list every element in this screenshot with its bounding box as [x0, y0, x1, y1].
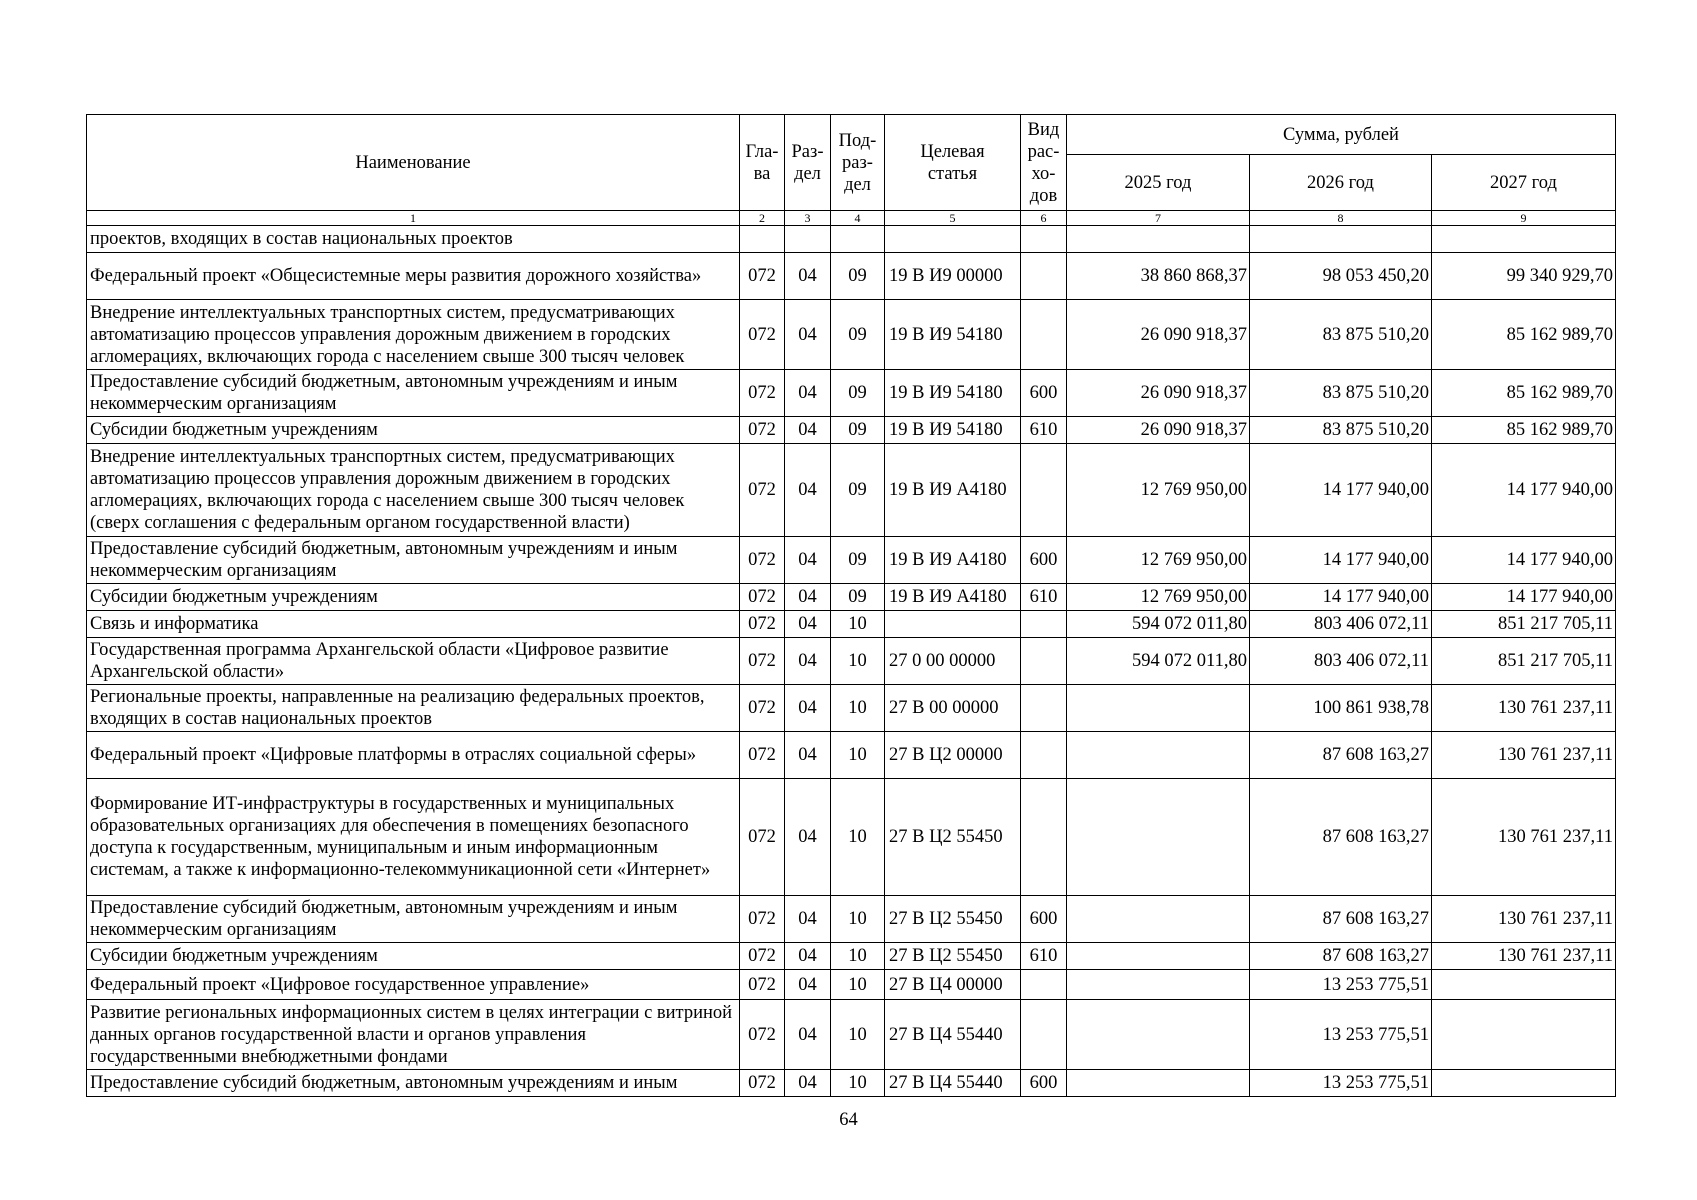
cell-razdel: 04 [785, 417, 831, 444]
cell-sum-2026: 14 177 940,00 [1250, 444, 1432, 537]
cell-razdel: 04 [785, 896, 831, 943]
cell-sum-2026: 87 608 163,27 [1250, 896, 1432, 943]
cell-sum-2026 [1250, 226, 1432, 253]
cell-razdel: 04 [785, 970, 831, 1000]
cell-sum-2027: 130 761 237,11 [1432, 779, 1616, 896]
cell-sum-2027: 130 761 237,11 [1432, 732, 1616, 779]
cell-target-article [885, 611, 1021, 638]
cell-razdel: 04 [785, 943, 831, 970]
cell-target-article: 19 В И9 А4180 [885, 537, 1021, 584]
table-row [87, 1000, 1616, 1070]
cell-name: Субсидии бюджетным учреждениям [87, 584, 740, 611]
cell-sum-2026: 87 608 163,27 [1250, 779, 1432, 896]
cell-sum-2025 [1067, 685, 1250, 732]
cell-sum-2025 [1067, 943, 1250, 970]
header-year-2026: 2026 год [1250, 155, 1432, 211]
cell-razdel: 04 [785, 1070, 831, 1097]
cell-vid-raskhodov [1021, 732, 1067, 779]
cell-sum-2025: 12 769 950,00 [1067, 444, 1250, 537]
table-row [87, 417, 1616, 444]
cell-sum-2027: 130 761 237,11 [1432, 896, 1616, 943]
cell-glava: 072 [740, 300, 785, 370]
cell-podrazdel: 10 [831, 1070, 885, 1097]
cell-podrazdel: 09 [831, 370, 885, 417]
cell-glava: 072 [740, 943, 785, 970]
cell-podrazdel: 09 [831, 584, 885, 611]
table-row [87, 584, 1616, 611]
cell-razdel: 04 [785, 1000, 831, 1070]
cell-name: Предоставление субсидий бюджетным, автономным учреждениям и иным некоммерческим организациям [87, 370, 740, 417]
cell-glava: 072 [740, 537, 785, 584]
cell-sum-2026: 100 861 938,78 [1250, 685, 1432, 732]
cell-sum-2026: 803 406 072,11 [1250, 638, 1432, 685]
cell-name: Субсидии бюджетным учреждениям [87, 417, 740, 444]
cell-vid-raskhodov [1021, 685, 1067, 732]
cell-vid-raskhodov [1021, 300, 1067, 370]
cell-podrazdel: 09 [831, 417, 885, 444]
cell-name: Государственная программа Архангельской области «Цифровое развитие Архангельской области» [87, 638, 740, 685]
cell-sum-2027 [1432, 226, 1616, 253]
cell-name: Федеральный проект «Общесистемные меры развития дорожного хозяйства» [87, 253, 740, 300]
cell-glava: 072 [740, 896, 785, 943]
cell-target-article: 27 В Ц4 55440 [885, 1070, 1021, 1097]
cell-razdel: 04 [785, 253, 831, 300]
cell-glava: 072 [740, 253, 785, 300]
cell-name: Связь и информатика [87, 611, 740, 638]
cell-razdel: 04 [785, 537, 831, 584]
table-row [87, 226, 1616, 253]
table-row [87, 779, 1616, 896]
cell-sum-2025: 26 090 918,37 [1067, 300, 1250, 370]
cell-podrazdel: 10 [831, 685, 885, 732]
cell-sum-2026: 13 253 775,51 [1250, 970, 1432, 1000]
cell-sum-2025 [1067, 896, 1250, 943]
cell-target-article: 19 В И9 А4180 [885, 584, 1021, 611]
table-row [87, 253, 1616, 300]
cell-vid-raskhodov: 600 [1021, 1070, 1067, 1097]
cell-name: Федеральный проект «Цифровые платформы в отраслях социальной сферы» [87, 732, 740, 779]
cell-podrazdel: 10 [831, 732, 885, 779]
table-row [87, 685, 1616, 732]
cell-target-article: 27 В Ц2 55450 [885, 896, 1021, 943]
cell-name: Формирование ИТ-инфраструктуры в государственных и муниципальных образовательных организациях для обеспечения в помещениях безопасного доступа к государственным, муниципальным и иным информационным системам, а также к информационно-телекоммуникационной сети «Интернет» [87, 779, 740, 896]
cell-sum-2025: 26 090 918,37 [1067, 370, 1250, 417]
cell-glava: 072 [740, 685, 785, 732]
cell-vid-raskhodov [1021, 253, 1067, 300]
cell-sum-2026: 13 253 775,51 [1250, 1070, 1432, 1097]
cell-name: Предоставление субсидий бюджетным, автономным учреждениям и иным [87, 1070, 740, 1097]
cell-target-article: 19 В И9 54180 [885, 370, 1021, 417]
header-podrazdel: Под- раз- дел [831, 115, 885, 211]
cell-podrazdel: 09 [831, 537, 885, 584]
cell-target-article: 27 В Ц2 00000 [885, 732, 1021, 779]
cell-sum-2026: 83 875 510,20 [1250, 417, 1432, 444]
cell-razdel: 04 [785, 685, 831, 732]
table-row [87, 444, 1616, 537]
cell-vid-raskhodov [1021, 970, 1067, 1000]
column-index: 1 [87, 211, 740, 226]
cell-name: Региональные проекты, направленные на реализацию федеральных проектов, входящих в состав национальных проектов [87, 685, 740, 732]
table-row [87, 1070, 1616, 1097]
cell-sum-2025: 26 090 918,37 [1067, 417, 1250, 444]
cell-vid-raskhodov: 610 [1021, 943, 1067, 970]
cell-podrazdel: 10 [831, 943, 885, 970]
cell-razdel: 04 [785, 300, 831, 370]
page-number: 64 [839, 1110, 858, 1130]
table-row [87, 896, 1616, 943]
cell-sum-2025 [1067, 732, 1250, 779]
header-glava: Гла- ва [740, 115, 785, 211]
cell-name: Федеральный проект «Цифровое государственное управление» [87, 970, 740, 1000]
cell-vid-raskhodov [1021, 638, 1067, 685]
cell-target-article: 27 В Ц2 55450 [885, 779, 1021, 896]
cell-vid-raskhodov: 600 [1021, 896, 1067, 943]
cell-name: Предоставление субсидий бюджетным, автономным учреждениям и иным некоммерческим организациям [87, 537, 740, 584]
column-index: 9 [1432, 211, 1616, 226]
cell-vid-raskhodov [1021, 779, 1067, 896]
cell-sum-2025: 594 072 011,80 [1067, 638, 1250, 685]
cell-sum-2027: 99 340 929,70 [1432, 253, 1616, 300]
cell-target-article: 27 0 00 00000 [885, 638, 1021, 685]
table-row [87, 638, 1616, 685]
cell-sum-2025 [1067, 1070, 1250, 1097]
cell-sum-2027: 14 177 940,00 [1432, 584, 1616, 611]
cell-sum-2026: 13 253 775,51 [1250, 1000, 1432, 1070]
cell-sum-2025: 594 072 011,80 [1067, 611, 1250, 638]
table-body [87, 226, 1616, 1097]
cell-name: Внедрение интеллектуальных транспортных систем, предусматривающих автоматизацию процессов управления дорожным движением в городских агломерациях, включающих города с населением свыше 300 тысяч человек (сверх соглашения с федеральным органом государственной власти) [87, 444, 740, 537]
column-index: 7 [1067, 211, 1250, 226]
cell-sum-2026: 87 608 163,27 [1250, 732, 1432, 779]
cell-target-article: 27 В 00 00000 [885, 685, 1021, 732]
cell-target-article: 27 В Ц4 55440 [885, 1000, 1021, 1070]
cell-razdel: 04 [785, 370, 831, 417]
cell-sum-2025: 12 769 950,00 [1067, 537, 1250, 584]
cell-target-article: 19 В И9 А4180 [885, 444, 1021, 537]
header-name: Наименование [87, 115, 740, 211]
cell-sum-2027 [1432, 970, 1616, 1000]
cell-glava: 072 [740, 1070, 785, 1097]
cell-sum-2027: 85 162 989,70 [1432, 370, 1616, 417]
cell-podrazdel: 09 [831, 444, 885, 537]
cell-podrazdel: 10 [831, 611, 885, 638]
table-row [87, 300, 1616, 370]
header-year-2027: 2027 год [1432, 155, 1616, 211]
cell-sum-2027: 851 217 705,11 [1432, 638, 1616, 685]
cell-sum-2026: 14 177 940,00 [1250, 584, 1432, 611]
cell-podrazdel: 09 [831, 253, 885, 300]
cell-sum-2026: 83 875 510,20 [1250, 370, 1432, 417]
cell-sum-2025: 38 860 868,37 [1067, 253, 1250, 300]
cell-vid-raskhodov: 610 [1021, 584, 1067, 611]
table-row [87, 732, 1616, 779]
cell-target-article: 19 В И9 54180 [885, 417, 1021, 444]
column-index: 4 [831, 211, 885, 226]
cell-sum-2026: 98 053 450,20 [1250, 253, 1432, 300]
cell-sum-2026: 803 406 072,11 [1250, 611, 1432, 638]
cell-glava [740, 226, 785, 253]
cell-target-article: 19 В И9 54180 [885, 300, 1021, 370]
cell-razdel: 04 [785, 584, 831, 611]
cell-glava: 072 [740, 370, 785, 417]
cell-razdel: 04 [785, 611, 831, 638]
column-index: 3 [785, 211, 831, 226]
table-row [87, 537, 1616, 584]
column-index: 2 [740, 211, 785, 226]
header-summa: Сумма, рублей [1067, 115, 1616, 155]
column-index: 8 [1250, 211, 1432, 226]
cell-name: Предоставление субсидий бюджетным, автономным учреждениям и иным некоммерческим организациям [87, 896, 740, 943]
cell-sum-2026: 14 177 940,00 [1250, 537, 1432, 584]
cell-razdel: 04 [785, 732, 831, 779]
cell-sum-2027: 851 217 705,11 [1432, 611, 1616, 638]
cell-glava: 072 [740, 584, 785, 611]
cell-sum-2027 [1432, 1000, 1616, 1070]
cell-sum-2027 [1432, 1070, 1616, 1097]
cell-glava: 072 [740, 638, 785, 685]
cell-razdel: 04 [785, 638, 831, 685]
cell-sum-2026: 87 608 163,27 [1250, 943, 1432, 970]
cell-target-article: 27 В Ц2 55450 [885, 943, 1021, 970]
cell-razdel: 04 [785, 779, 831, 896]
cell-sum-2026: 83 875 510,20 [1250, 300, 1432, 370]
column-index: 6 [1021, 211, 1067, 226]
cell-podrazdel: 10 [831, 779, 885, 896]
cell-podrazdel: 10 [831, 970, 885, 1000]
cell-vid-raskhodov: 600 [1021, 370, 1067, 417]
header-tselevaya-statya: Целевая статья [885, 115, 1021, 211]
cell-name: Субсидии бюджетным учреждениям [87, 943, 740, 970]
cell-vid-raskhodov: 600 [1021, 537, 1067, 584]
cell-sum-2027: 14 177 940,00 [1432, 537, 1616, 584]
cell-vid-raskhodov: 610 [1021, 417, 1067, 444]
table-row [87, 370, 1616, 417]
table-row [87, 970, 1616, 1000]
cell-glava: 072 [740, 1000, 785, 1070]
cell-target-article: 19 В И9 00000 [885, 253, 1021, 300]
cell-sum-2027: 85 162 989,70 [1432, 417, 1616, 444]
budget-table [86, 114, 1616, 1097]
cell-sum-2027: 85 162 989,70 [1432, 300, 1616, 370]
cell-vid-raskhodov [1021, 611, 1067, 638]
cell-glava: 072 [740, 611, 785, 638]
cell-podrazdel [831, 226, 885, 253]
header-vid-raskhodov: Вид рас- хо- дов [1021, 115, 1067, 211]
cell-podrazdel: 09 [831, 300, 885, 370]
cell-sum-2025: 12 769 950,00 [1067, 584, 1250, 611]
cell-glava: 072 [740, 732, 785, 779]
cell-name: Внедрение интеллектуальных транспортных систем, предусматривающих автоматизацию процессов управления дорожным движением в городских агломерациях, включающих города с населением свыше 300 тысяч человек [87, 300, 740, 370]
cell-glava: 072 [740, 970, 785, 1000]
cell-razdel: 04 [785, 444, 831, 537]
column-index-row [87, 211, 1616, 226]
table-row [87, 611, 1616, 638]
cell-name: проектов, входящих в состав национальных проектов [87, 226, 740, 253]
cell-vid-raskhodov [1021, 1000, 1067, 1070]
cell-sum-2025 [1067, 779, 1250, 896]
header-year-2025: 2025 год [1067, 155, 1250, 211]
cell-vid-raskhodov [1021, 226, 1067, 253]
cell-sum-2025 [1067, 970, 1250, 1000]
cell-target-article [885, 226, 1021, 253]
column-index: 5 [885, 211, 1021, 226]
cell-glava: 072 [740, 417, 785, 444]
cell-podrazdel: 10 [831, 1000, 885, 1070]
cell-vid-raskhodov [1021, 444, 1067, 537]
header-razdel: Раз- дел [785, 115, 831, 211]
cell-sum-2025 [1067, 1000, 1250, 1070]
cell-razdel [785, 226, 831, 253]
cell-podrazdel: 10 [831, 896, 885, 943]
cell-name: Развитие региональных информационных систем в целях интеграции с витриной данных органов государственной власти и органов управления государственными внебюджетными фондами [87, 1000, 740, 1070]
cell-podrazdel: 10 [831, 638, 885, 685]
cell-sum-2025 [1067, 226, 1250, 253]
cell-glava: 072 [740, 779, 785, 896]
cell-sum-2027: 130 761 237,11 [1432, 685, 1616, 732]
table-row [87, 943, 1616, 970]
cell-target-article: 27 В Ц4 00000 [885, 970, 1021, 1000]
cell-sum-2027: 14 177 940,00 [1432, 444, 1616, 537]
cell-glava: 072 [740, 444, 785, 537]
cell-sum-2027: 130 761 237,11 [1432, 943, 1616, 970]
